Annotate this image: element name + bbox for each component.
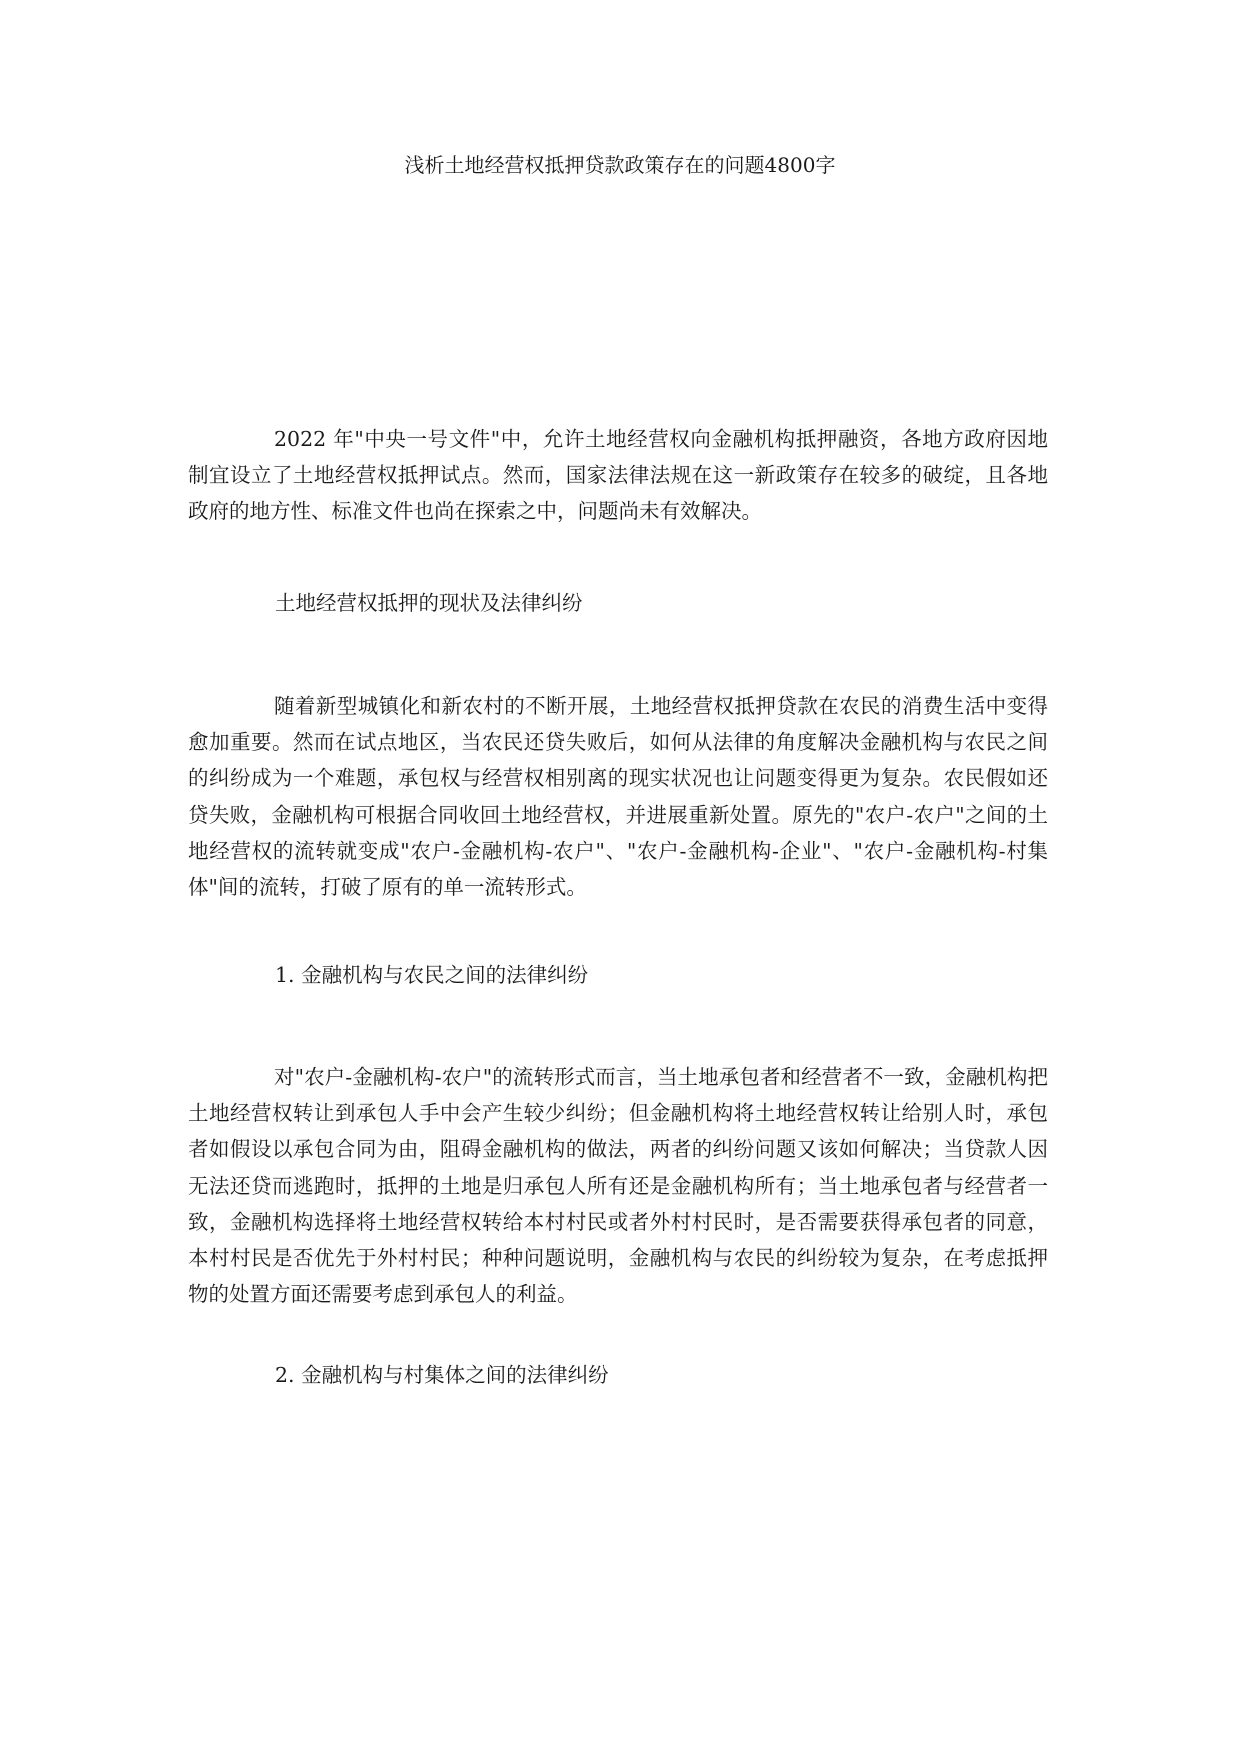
subsection-1-heading: 1. 金融机构与农民之间的法律纠纷 [275,963,589,987]
subsection-1-paragraph: 对"农户-金融机构-农户"的流转形式而言，当土地承包者和经营者不一致，金融机构把土地经营权转让到承包人手中会产生较少纠纷；但金融机构将土地经营权转让给别人时，承包者如假设以承包合同为由，阻碍金融机构的做法，两者的纠纷问题又该如何解决；当贷款人因无法还贷而逃跑时，抵押的土地是归承包人所有还是金融机构所有；当土地承包者与经营者一致，金融机构选择将土地经营权转给本村村民或者外村村民时，是否需要获得承包者的同意，本村村民是否优先于外村村民；种种问题说明，金融机构与农民的纠纷较为复杂，在考虑抵押物的处置方面还需要考虑到承包人的利益。 [188,1065,1048,1307]
intro-paragraph: 2022 年"中央一号文件"中，允许土地经营权向金融机构抵押融资，各地方政府因地制宜设立了土地经营权抵押试点。然而，国家法律法规在这一新政策存在较多的破绽，且各地政府的地方性、标准文件也尚在探索之中，问题尚未有效解决。 [188,427,1048,524]
section-paragraph: 随着新型城镇化和新农村的不断开展，土地经营权抵押贷款在农民的消费生活中变得愈加重要。然而在试点地区，当农民还贷失败后，如何从法律的角度解决金融机构与农民之间的纠纷成为一个难题，承包权与经营权相别离的现实状况也让问题变得更为复杂。农民假如还贷失败，金融机构可根据合同收回土地经营权，并进展重新处置。原先的"农户-农户"之间的土地经营权的流转就变成"农户-金融机构-农户"、"农户-金融机构-企业"、"农户-金融机构-村集体"间的流转，打破了原有的单一流转形式。 [188,694,1048,900]
subsection-2-heading: 2. 金融机构与村集体之间的法律纠纷 [275,1363,609,1387]
document-title: 浅析土地经营权抵押贷款政策存在的问题4800字 [404,153,836,177]
section-heading: 土地经营权抵押的现状及法律纠纷 [275,591,583,615]
